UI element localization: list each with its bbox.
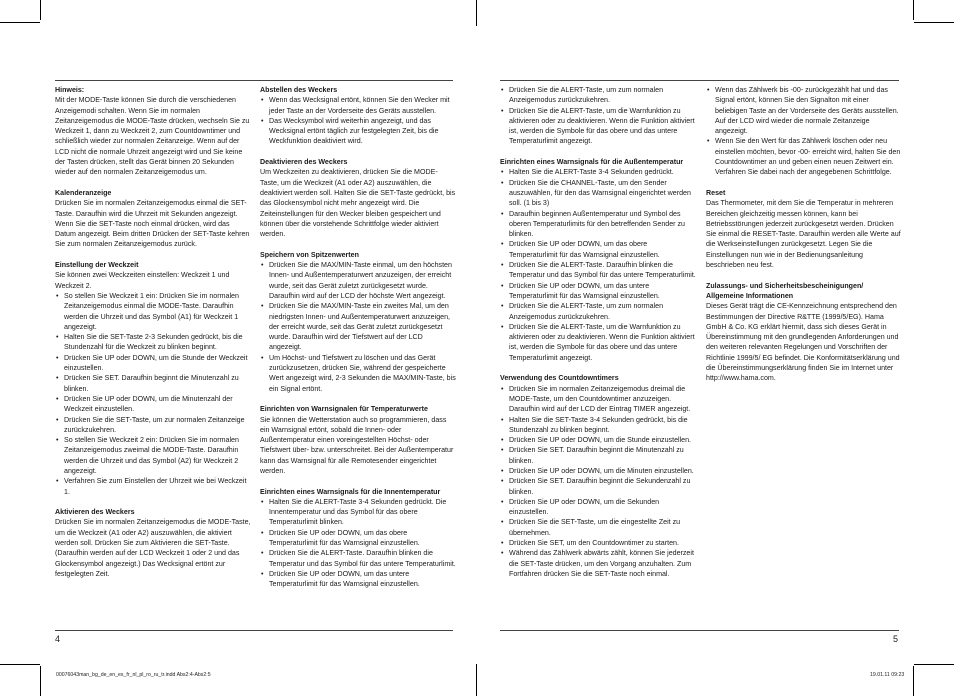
section-paragraph: Sie können die Wetterstation auch so programmieren, dass ein Warnsignal ertönt, sobald die Innen- oder Außentemperatur einen voreingestellten Höchst- oder Tiefstwert über- bzw. unterschreitet. Bei der Außentemperatur kann das Warnsignal für alle Remotesender eingerichtet werden. bbox=[260, 415, 454, 475]
bullet-item: • Drücken Sie UP oder DOWN, um die Minutenzahl der Weckzeit einzustellen. bbox=[55, 394, 251, 415]
section-heading: Verwendung des Countdowntimers bbox=[500, 374, 619, 383]
bullet-item: • Halten Sie die SET-Taste 2-3 Sekunden gedrückt, bis die Stundenzahl für die Weckzeit zu blinken beginnt. bbox=[55, 332, 251, 353]
bottom-rule-left bbox=[55, 630, 453, 631]
bullet-item: • Drücken Sie die ALERT-Taste. Daraufhin blinken die Temperatur und das Symbol für das untere Temperaturlimit. bbox=[260, 548, 456, 569]
section-paragraph: Mit der MODE-Taste können Sie durch die verschiedenen Anzeigemodi schalten. Wenn Sie im normalen Zeitanzeigemodus die MODE-Taste drücken, wechseln Sie zu Weckzeit 1, dann zu Weckzeit 2, zum Countdowntimer und schließlich wieder zur normalen Zeitanzeige. Wenn auf der LCD nicht die normale Uhrzeit angezeigt wird und Sie keine der Tasten drücken, stellt das Gerät binnen 20 Sekunden wieder auf den normalen Zeitanzeigemodus um. bbox=[55, 96, 250, 177]
bullet-item: • Drücken Sie die MAX/MIN-Taste ein zweites Mal, um den niedrigsten Innen- und Außentemperaturwert anzuzeigen, der erreicht wurde, seit das Gerät zuletzt zurückgesetzt wurde. Daraufhin wird der Tiefstwert auf der LCD angezeigt. bbox=[260, 301, 456, 352]
bullet-item: • Wenn das Zählwerk bis -00- zurückgezählt hat und das Signal ertönt, können Sie den Signalton mit einer beliebigen Taste an der Vorderseite des Geräts ausstellen. Auf der LCD wird wieder die normale Zeitanzeige angezeigt. bbox=[706, 85, 902, 136]
text-section bbox=[260, 404, 456, 476]
section-paragraph: Um Weckzeiten zu deaktivieren, drücken Sie die MODE-Taste, um die Weckzeit (A1 oder A2) auszuwählen, die deaktiviert werden soll. Halten Sie die SET-Taste gedrückt, bis das Glockensymbol nicht mehr angezeigt wird. Die Zeiteinstellungen für den Wecker bleiben gespeichert und können über die vorstehende Schrittfolge wieder aktiviert werden. bbox=[260, 168, 456, 239]
bullet-item: • Drücken Sie die MAX/MIN-Taste einmal, um den höchsten Innen- und Außentemperaturwert anzuzeigen, der erreicht wurde, seit das Gerät zuletzt zurückgesetzt wurde. Daraufhin wird auf der LCD der höchste Wert angezeigt. bbox=[260, 260, 456, 301]
text-section bbox=[500, 373, 696, 579]
text-section bbox=[706, 188, 902, 270]
crop-mark bbox=[40, 666, 41, 696]
section-heading: Reset bbox=[706, 188, 726, 197]
bullet-list bbox=[260, 260, 456, 394]
bullet-item: • Drücken Sie im normalen Zeitanzeigemodus dreimal die MODE-Taste, um den Countdowntimer anzuzeigen. Daraufhin wird auf der LCD der Eintrag TIMER angezeigt. bbox=[500, 384, 696, 415]
section-heading: Abstellen des Weckers bbox=[260, 86, 338, 94]
section-heading: Speichern von Spitzenwerten bbox=[260, 250, 359, 259]
bullet-item: • Drücken Sie UP oder DOWN, um das obere Temperaturlimit für das Warnsignal einzustellen. bbox=[500, 239, 696, 260]
text-section bbox=[260, 157, 456, 239]
bullet-item: • Drücken Sie UP oder DOWN, um das untere Temperaturlimit für das Warnsignal einzustellen. bbox=[500, 281, 696, 302]
bullet-item: • Drücken Sie die CHANNEL-Taste, um den Sender auszuwählen, für den das Warnsignal eingerichtet werden soll. (1 bis 3) bbox=[500, 178, 696, 209]
bullet-item: • Drücken Sie UP oder DOWN, um die Stunde einzustellen. bbox=[500, 435, 696, 445]
text-section bbox=[500, 157, 696, 363]
crop-mark bbox=[914, 664, 954, 665]
bullet-item: • Halten Sie die SET-Taste 3-4 Sekunden gedrückt, bis die Stundenzahl zu blinken beginnt. bbox=[500, 415, 696, 436]
bullet-item: • Daraufhin beginnen Außentemperatur und Symbol des oberen Temperaturlimits für den betreffenden Sender zu blinken. bbox=[500, 209, 696, 240]
bullet-item: • Drücken Sie SET, um den Countdowntimer zu starten. bbox=[500, 538, 696, 548]
section-paragraph: Sie können zwei Weckzeiten einstellen: Weckzeit 1 und Weckzeit 2. bbox=[55, 271, 230, 290]
section-heading: Einstellung der Weckzeit bbox=[55, 261, 139, 270]
bullet-item: • Drücken Sie UP oder DOWN, um die Minuten einzustellen. bbox=[500, 466, 696, 476]
bullet-item: • Drücken Sie SET. Daraufhin beginnt die Minutenzahl zu blinken. bbox=[500, 445, 696, 466]
text-section bbox=[260, 487, 456, 590]
section-paragraph: Drücken Sie im normalen Zeitanzeigemodus die MODE-Taste, um die Weckzeit (A1 oder A2) auszuwählen, die aktiviert werden soll. Drücken Sie zum Aktivieren die SET-Taste. (Daraufhin werden auf der LCD Weckzeit 1 oder 2 und das Glockensymbol angezeigt.) Das Wecksignal ertönt zur festgelegten Zeit. bbox=[55, 518, 251, 578]
bullet-item: • Drücken Sie die SET-Taste, um zur normalen Zeitanzeige zurückzukehren. bbox=[55, 415, 251, 436]
bullet-item: • Drücken Sie die ALERT-Taste. Daraufhin blinken die Temperatur und das Symbol für das untere Temperaturlimit. bbox=[500, 260, 696, 281]
text-section bbox=[55, 507, 251, 579]
bullet-item: • Drücken Sie die ALERT-Taste, um zum normalen Anzeigemodus zurückzukehren. bbox=[500, 301, 696, 322]
bullet-item: • So stellen Sie Weckzeit 1 ein: Drücken Sie im normalen Zeitanzeigemodus einmal die MODE-Taste. Daraufhin werden die Uhrzeit und das Symbol (A1) für Weckzeit 1 angezeigt. bbox=[55, 291, 251, 332]
section-paragraph: Dieses Gerät trägt die CE-Kennzeichnung entsprechend den Bestimmungen der Directive R&TTE (1999/5/EG). Hama GmbH & Co. KG erklärt hiermit, dass sich dieses Gerät in Übereinstimmung mit den grundlegenden Anforderungen und den weiteren relevanten Regelungen und Vorschriften der Richtlinie 1999/5/ EG befindet. Die Konformitätserklärung und die Übereinstimmungserklärung finden Sie im Internet unter http://www.hama.com. bbox=[706, 302, 900, 383]
text-section bbox=[706, 281, 902, 384]
bullet-list bbox=[260, 95, 456, 146]
text-section bbox=[500, 85, 696, 147]
bullet-item: • Halten Sie die ALERT-Taste 3-4 Sekunden gedrückt. Die Innentemperatur und das Symbol für das obere Temperaturlimit blinken. bbox=[260, 497, 456, 528]
section-heading: Einrichten eines Warnsignals für die Außentemperatur bbox=[500, 158, 684, 167]
top-rule-right bbox=[500, 80, 899, 81]
bullet-item: • Drücken Sie die ALERT-Taste, um die Warnfunktion zu aktivieren oder zu deaktivieren. Wenn die Funktion aktiviert ist, werden die Symbole für das obere und das untere Temperaturlimit angezeigt. bbox=[500, 322, 696, 363]
bullet-item: • Halten Sie die ALERT-Taste 3-4 Sekunden gedrückt. bbox=[500, 167, 696, 177]
page-number-left: 4 bbox=[55, 634, 61, 644]
bullet-item: • Drücken Sie die ALERT-Taste, um die Warnfunktion zu aktivieren oder zu deaktivieren. Wenn die Funktion aktiviert ist, werden die Symbole für das obere und das untere Temperaturlimit angezeigt. bbox=[500, 106, 696, 147]
bullet-item: • Wenn das Wecksignal ertönt, können Sie den Wecker mit jeder Taste an der Vorderseite des Geräts ausstellen. bbox=[260, 95, 456, 116]
top-rule-left bbox=[55, 80, 453, 81]
crop-mark bbox=[476, 664, 477, 696]
page-number-right: 5 bbox=[893, 634, 899, 644]
section-paragraph: Drücken Sie im normalen Zeitanzeigemodus einmal die SET-Taste. Daraufhin wird die Uhrzeit mit Sekunden angezeigt. Wenn Sie die SET-Taste noch einmal drücken, wird das Datum angezeigt. Beim dritten Drücken der SET-Taste kehren Sie zum normalen Zeitanzeigemodus zurück. bbox=[55, 199, 250, 249]
text-column-2 bbox=[260, 85, 456, 600]
text-section bbox=[260, 250, 456, 394]
text-column-1 bbox=[55, 85, 251, 590]
bullet-item: • Drücken Sie UP oder DOWN, um das obere Temperaturlimit für das Warnsignal einzustellen. bbox=[260, 528, 456, 549]
crop-mark bbox=[0, 22, 40, 23]
bullet-item: • Wenn Sie den Wert für das Zählwerk löschen oder neu einstellen möchten, bevor -00- erreicht wird, halten Sie den Countdowntimer an und geben einen neuen Zeitwert ein. Verfahren Sie dabei nach der angegebenen Schrittfolge. bbox=[706, 136, 902, 177]
section-heading: Hinweis: bbox=[55, 86, 85, 94]
bullet-item: • Das Wecksymbol wird weiterhin angezeigt, und das Wecksignal ertönt täglich zur festgelegten Zeit, bis die Weckfunktion deaktiviert wird. bbox=[260, 116, 456, 147]
text-column-3 bbox=[500, 85, 696, 590]
text-column-4 bbox=[706, 85, 902, 394]
bullet-list bbox=[500, 384, 696, 580]
bullet-item: • Drücken Sie UP oder DOWN, um das untere Temperaturlimit für das Warnsignal einzustellen. bbox=[260, 569, 456, 590]
section-heading: Aktivieren des Weckers bbox=[55, 508, 135, 517]
bottom-rule-right bbox=[500, 630, 899, 631]
bullet-item: • Drücken Sie die ALERT-Taste, um zum normalen Anzeigemodus zurückzukehren. bbox=[500, 85, 696, 106]
section-heading: Kalenderanzeige bbox=[55, 188, 112, 197]
text-section bbox=[55, 260, 251, 497]
bullet-list bbox=[500, 85, 696, 147]
crop-mark bbox=[40, 0, 41, 20]
bullet-list bbox=[500, 167, 696, 363]
bullet-item: • Um Höchst- und Tiefstwert zu löschen und das Gerät zurückzusetzen, drücken Sie, während der gespeicherte Wert angezeigt wird, 2-3 Sekunden die MAX/MIN-Taste, bis ein Signal ertönt. bbox=[260, 353, 456, 394]
print-slug-file: 00076043man_bg_de_en_es_fr_nl_pl_ro_ru_tr.indd Abs2:4-Abs2:5 bbox=[56, 672, 211, 678]
bullet-item: • So stellen Sie Weckzeit 2 ein: Drücken Sie im normalen Zeitanzeigemodus zweimal die MODE-Taste. Daraufhin werden die Uhrzeit und das Symbol (A2) für Weckzeit 2 angezeigt. bbox=[55, 435, 251, 476]
text-section bbox=[55, 85, 251, 178]
section-heading: Zulassungs- und Sicherheitsbescheinigungen/ Allgemeine Informationen bbox=[706, 281, 864, 300]
bullet-item: • Verfahren Sie zum Einstellen der Uhrzeit wie bei Weckzeit 1. bbox=[55, 476, 251, 497]
bullet-item: • Drücken Sie SET. Daraufhin beginnt die Sekundenzahl zu blinken. bbox=[500, 476, 696, 497]
crop-mark bbox=[913, 666, 914, 696]
section-heading: Einrichten von Warnsignalen für Temperaturwerte bbox=[260, 405, 428, 414]
bullet-list bbox=[55, 291, 251, 497]
print-slug-date: 19.01.11 09:23 bbox=[870, 672, 905, 678]
crop-mark bbox=[0, 664, 40, 665]
bullet-item: • Drücken Sie SET. Daraufhin beginnt die Minutenzahl zu blinken. bbox=[55, 373, 251, 394]
crop-mark bbox=[914, 22, 954, 23]
bullet-item: • Drücken Sie UP oder DOWN, um die Sekunden einzustellen. bbox=[500, 497, 696, 518]
bullet-list bbox=[260, 497, 456, 590]
bullet-list bbox=[706, 85, 902, 178]
section-paragraph: Das Thermometer, mit dem Sie die Temperatur in mehreren Bereichen gleichzeitig messen können, kann bei Betriebsstörungen jederzeit zurückgesetzt werden. Drücken Sie einmal die RESET-Taste. Daraufhin werden alle Werte auf die Werkseinstellungen zurückgesetzt. Legen Sie die Einstellungen nun wie in der Bedienungsanleitung beschrieben neu fest. bbox=[706, 199, 901, 270]
crop-mark bbox=[913, 0, 914, 20]
bullet-item: • Während das Zählwerk abwärts zählt, können Sie jederzeit die SET-Taste drücken, um den Vorgang anzuhalten. Zum Fortfahren drücken Sie die SET-Taste noch einmal. bbox=[500, 548, 696, 579]
text-section bbox=[55, 188, 251, 250]
bullet-item: • Drücken Sie die SET-Taste, um die eingestellte Zeit zu übernehmen. bbox=[500, 517, 696, 538]
section-heading: Deaktivieren des Weckers bbox=[260, 158, 348, 167]
text-section bbox=[706, 85, 902, 178]
crop-mark bbox=[476, 0, 477, 26]
section-heading: Einrichten eines Warnsignals für die Innentemperatur bbox=[260, 487, 441, 496]
bullet-item: • Drücken Sie UP oder DOWN, um die Stunde der Weckzeit einzustellen. bbox=[55, 353, 251, 374]
text-section bbox=[260, 85, 456, 147]
